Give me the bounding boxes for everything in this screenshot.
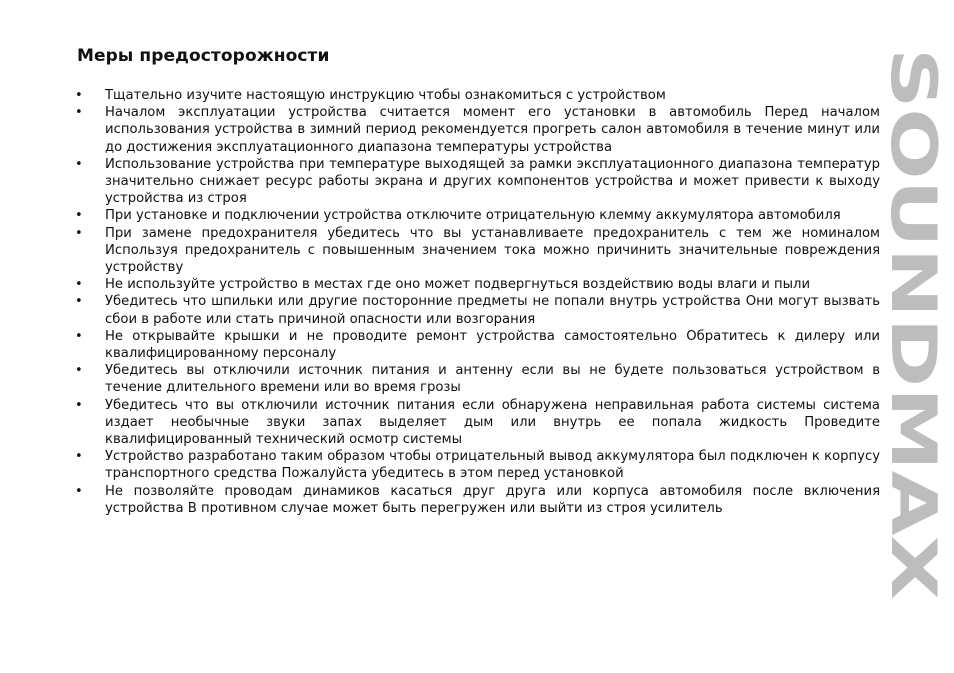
page-title: Меры предосторожности <box>77 46 330 66</box>
list-item <box>0 328 880 362</box>
list-item-text: При замене предохранителя убедитесь что вы устанавливаете предохранитель с тем же номиналом Используя предохранитель с повышенным значением тока можно причинить значительные повреждения устройству <box>105 225 880 276</box>
list-item <box>0 225 880 277</box>
bullet-icon: • <box>75 105 83 121</box>
list-item-text: Не используйте устройство в местах где оно может подвергнуться воздействию воды влаги и пыли <box>105 277 811 293</box>
list-item <box>0 397 880 449</box>
list-item-text: Не открывайте крышки и не проводите ремонт устройства самостоятельно Обратитесь к дилеру или квалифицированному персоналу <box>105 328 880 362</box>
list-item-text: При установке и подключении устройства отключите отрицательную клемму аккумулятора автомобиля <box>105 208 841 224</box>
list-item-text: Убедитесь что вы отключили источник питания если обнаружена неправильная работа системы система издает необычные звуки запах выделяет дым или внутрь ее попала жидкость Проведите квалифицированный технический осмотр системы <box>105 397 880 448</box>
list-item <box>0 156 880 208</box>
list-item <box>0 448 880 482</box>
logo-text: SOUNDMAX <box>877 48 950 457</box>
bullet-icon: • <box>75 294 83 310</box>
precautions-list <box>0 87 954 517</box>
bullet-icon: • <box>75 449 83 465</box>
list-item-text: Тщательно изучите настоящую инструкцию чтобы ознакомиться с устройством <box>105 88 666 103</box>
bullet-icon: • <box>75 208 83 224</box>
bullet-icon: • <box>75 363 83 379</box>
soundmax-logo <box>877 48 950 600</box>
list-item <box>0 104 880 156</box>
list-item <box>0 483 880 517</box>
bullet-icon: • <box>75 88 83 103</box>
list-item-text: Не позволяйте проводам динамиков касаться друг друга или корпуса автомобиля после включения устройства В противном случае может быть перегружен или выйти из строя усилитель <box>105 483 880 516</box>
list-item <box>0 276 880 293</box>
bullet-icon: • <box>75 156 83 172</box>
bullet-icon: • <box>75 397 83 413</box>
list-item <box>0 207 880 224</box>
list-item-text: Использование устройства при температуре выходящей за рамки эксплуатационного диапазона температур значительно снижает ресурс работы экрана и других компонентов устройства и может привести к выходу устройства из строя <box>105 156 880 207</box>
list-item-text: Убедитесь что шпильки или другие посторонние предметы не попали внутрь устройства Они могут вызвать сбои в работе или стать причиной опасности или возгорания <box>105 294 880 327</box>
list-item-text: Устройство разработано таким образом чтобы отрицательный вывод аккумулятора был подключен к корпусу транспортного средства Пожалуйста убедитесь в этом перед установкой <box>105 449 880 482</box>
list-item-text: Убедитесь вы отключили источник питания и антенну если вы не будете пользоваться устройством в течение длительного времени или во время грозы <box>105 363 880 396</box>
list-item <box>0 293 880 327</box>
list-item-text: Началом эксплуатации устройства считается момент его установки в автомобиль Перед началом использования устройства в зимний период рекомендуется прогреть салон автомобиля в течение минут или до достижения эксплуатационного диапазона температуры устройства <box>105 105 880 155</box>
list-item <box>0 362 880 396</box>
bullet-icon: • <box>75 483 83 499</box>
list-item <box>0 87 880 104</box>
bullet-icon: • <box>75 225 83 241</box>
bullet-icon: • <box>75 277 83 293</box>
soundmax-logo-graphic <box>877 48 950 600</box>
bullet-icon: • <box>75 328 83 344</box>
